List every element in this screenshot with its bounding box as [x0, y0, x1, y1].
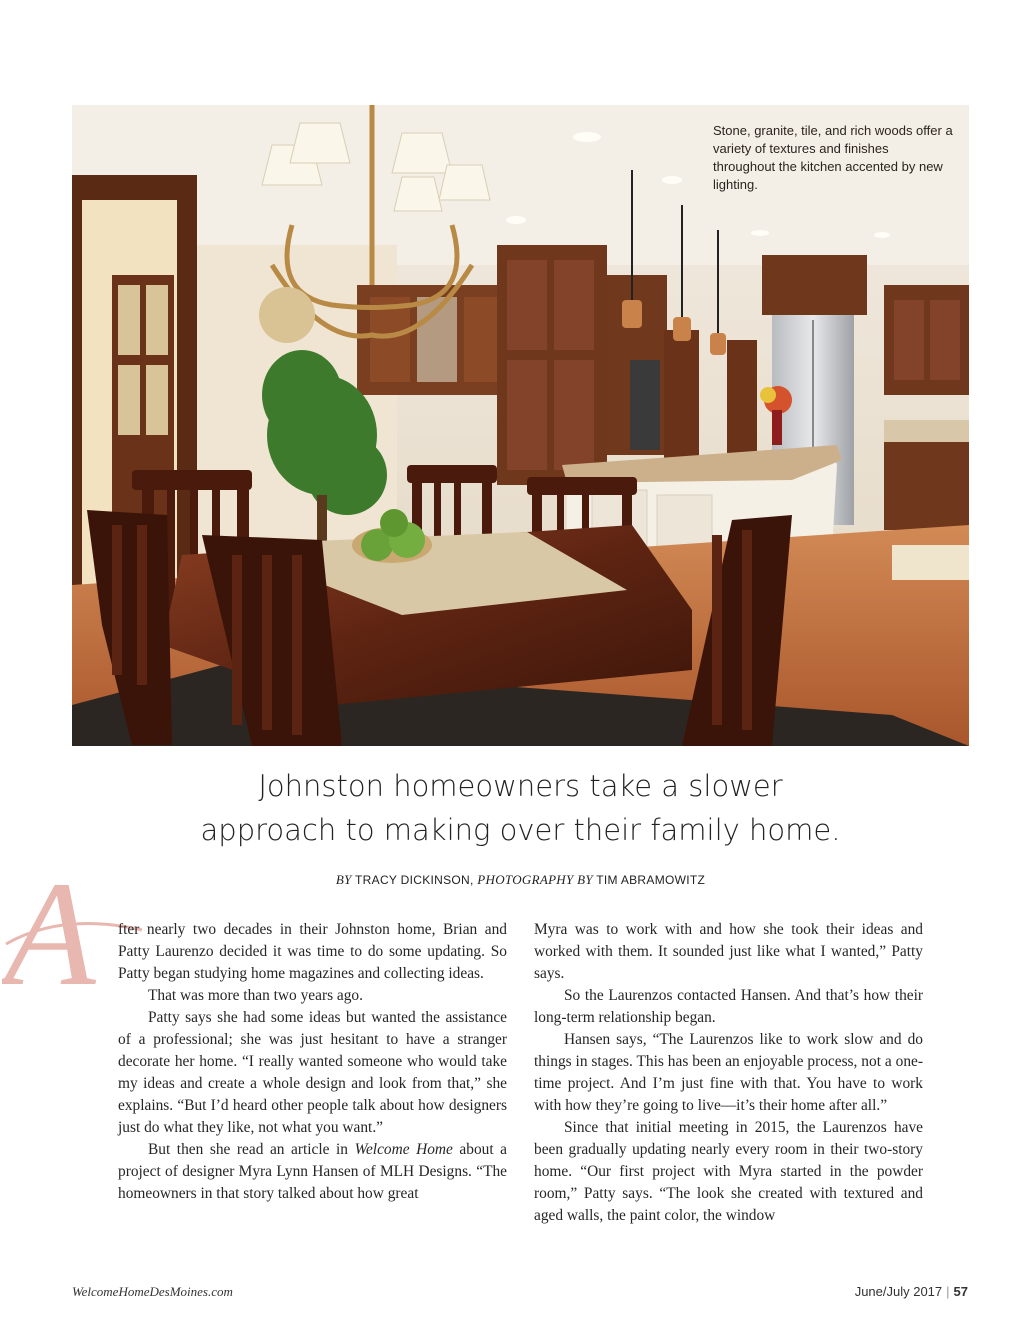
byline-by-label: BY [335, 872, 352, 887]
article-headline [72, 764, 969, 852]
byline-photographer: TIM ABRAMOWITZ [596, 873, 706, 887]
photo-caption: Stone, granite, tile, and rich woods offer a variety of textures and finishes throughout the kitchen accented by new lighting. [713, 123, 953, 192]
footer-website: WelcomeHomeDesMoines.com [72, 1284, 233, 1299]
byline-photo-label: PHOTOGRAPHY BY [477, 872, 593, 887]
page-number: 57 [953, 1284, 968, 1299]
article-paragraph: That was more than two years ago. [148, 987, 363, 1004]
kitchen-photo [72, 105, 969, 746]
drop-cap-glyph: A [4, 872, 96, 1002]
article-paragraph: Patty says she had some ideas but wanted the assistance of a professional; she was just hesitant to have a stranger decorate her home. “I really wanted someone who would take my ideas and create a whole design and look from that,” she explains. “But I’d heard other people talk about how designers just do what they like, not what you want.” [118, 1009, 507, 1136]
article-column-left [118, 919, 507, 1205]
byline-author: TRACY DICKINSON, [355, 873, 474, 887]
footer-issue: June/July 2017 [854, 1284, 943, 1299]
article-text: But then she read an article in [148, 1141, 348, 1158]
kitchen-photo-illustration [72, 105, 969, 746]
article-text: about a project of designer Myra Lynn Hansen of MLH Designs. “The homeowners in that story talked about how great [118, 1141, 507, 1202]
article-column-right [534, 919, 923, 1227]
article-paragraph: Since that initial meeting in 2015, the Laurenzos have been gradually updating nearly every room in their two-story home. “Our first project with Myra started in the powder room,” Patty says. “The look she created with textured and aged walls, the paint color, the window [534, 1119, 923, 1224]
headline-line-1: Johnston homeowners take a slower [258, 769, 783, 803]
byline [72, 872, 969, 888]
article-paragraph: fter nearly two decades in their Johnston home, Brian and Patty Laurenzo decided it was time to do some updating. So Patty began studying home magazines and collecting ideas. [118, 921, 507, 982]
footer-issue-info [855, 1284, 968, 1299]
article-paragraph: Hansen says, “The Laurenzos like to work slow and do things in stages. This has been an enjoyable process, not a one-time project. And I’m just fine with that. You have to work with how they’re going to live—it’s their home after all.” [534, 1031, 923, 1114]
article-paragraph: Myra was to work with and how she took their ideas and worked with them. It sounded just like what I wanted,” Patty says. [534, 921, 923, 982]
article-paragraph [118, 1139, 507, 1205]
headline-line-2: approach to making over their family home. [200, 813, 841, 847]
article-paragraph: So the Laurenzos contacted Hansen. And that’s how their long-term relationship began. [534, 987, 923, 1026]
footer-separator: | [946, 1284, 950, 1299]
magazine-title: Welcome Home [354, 1141, 453, 1158]
